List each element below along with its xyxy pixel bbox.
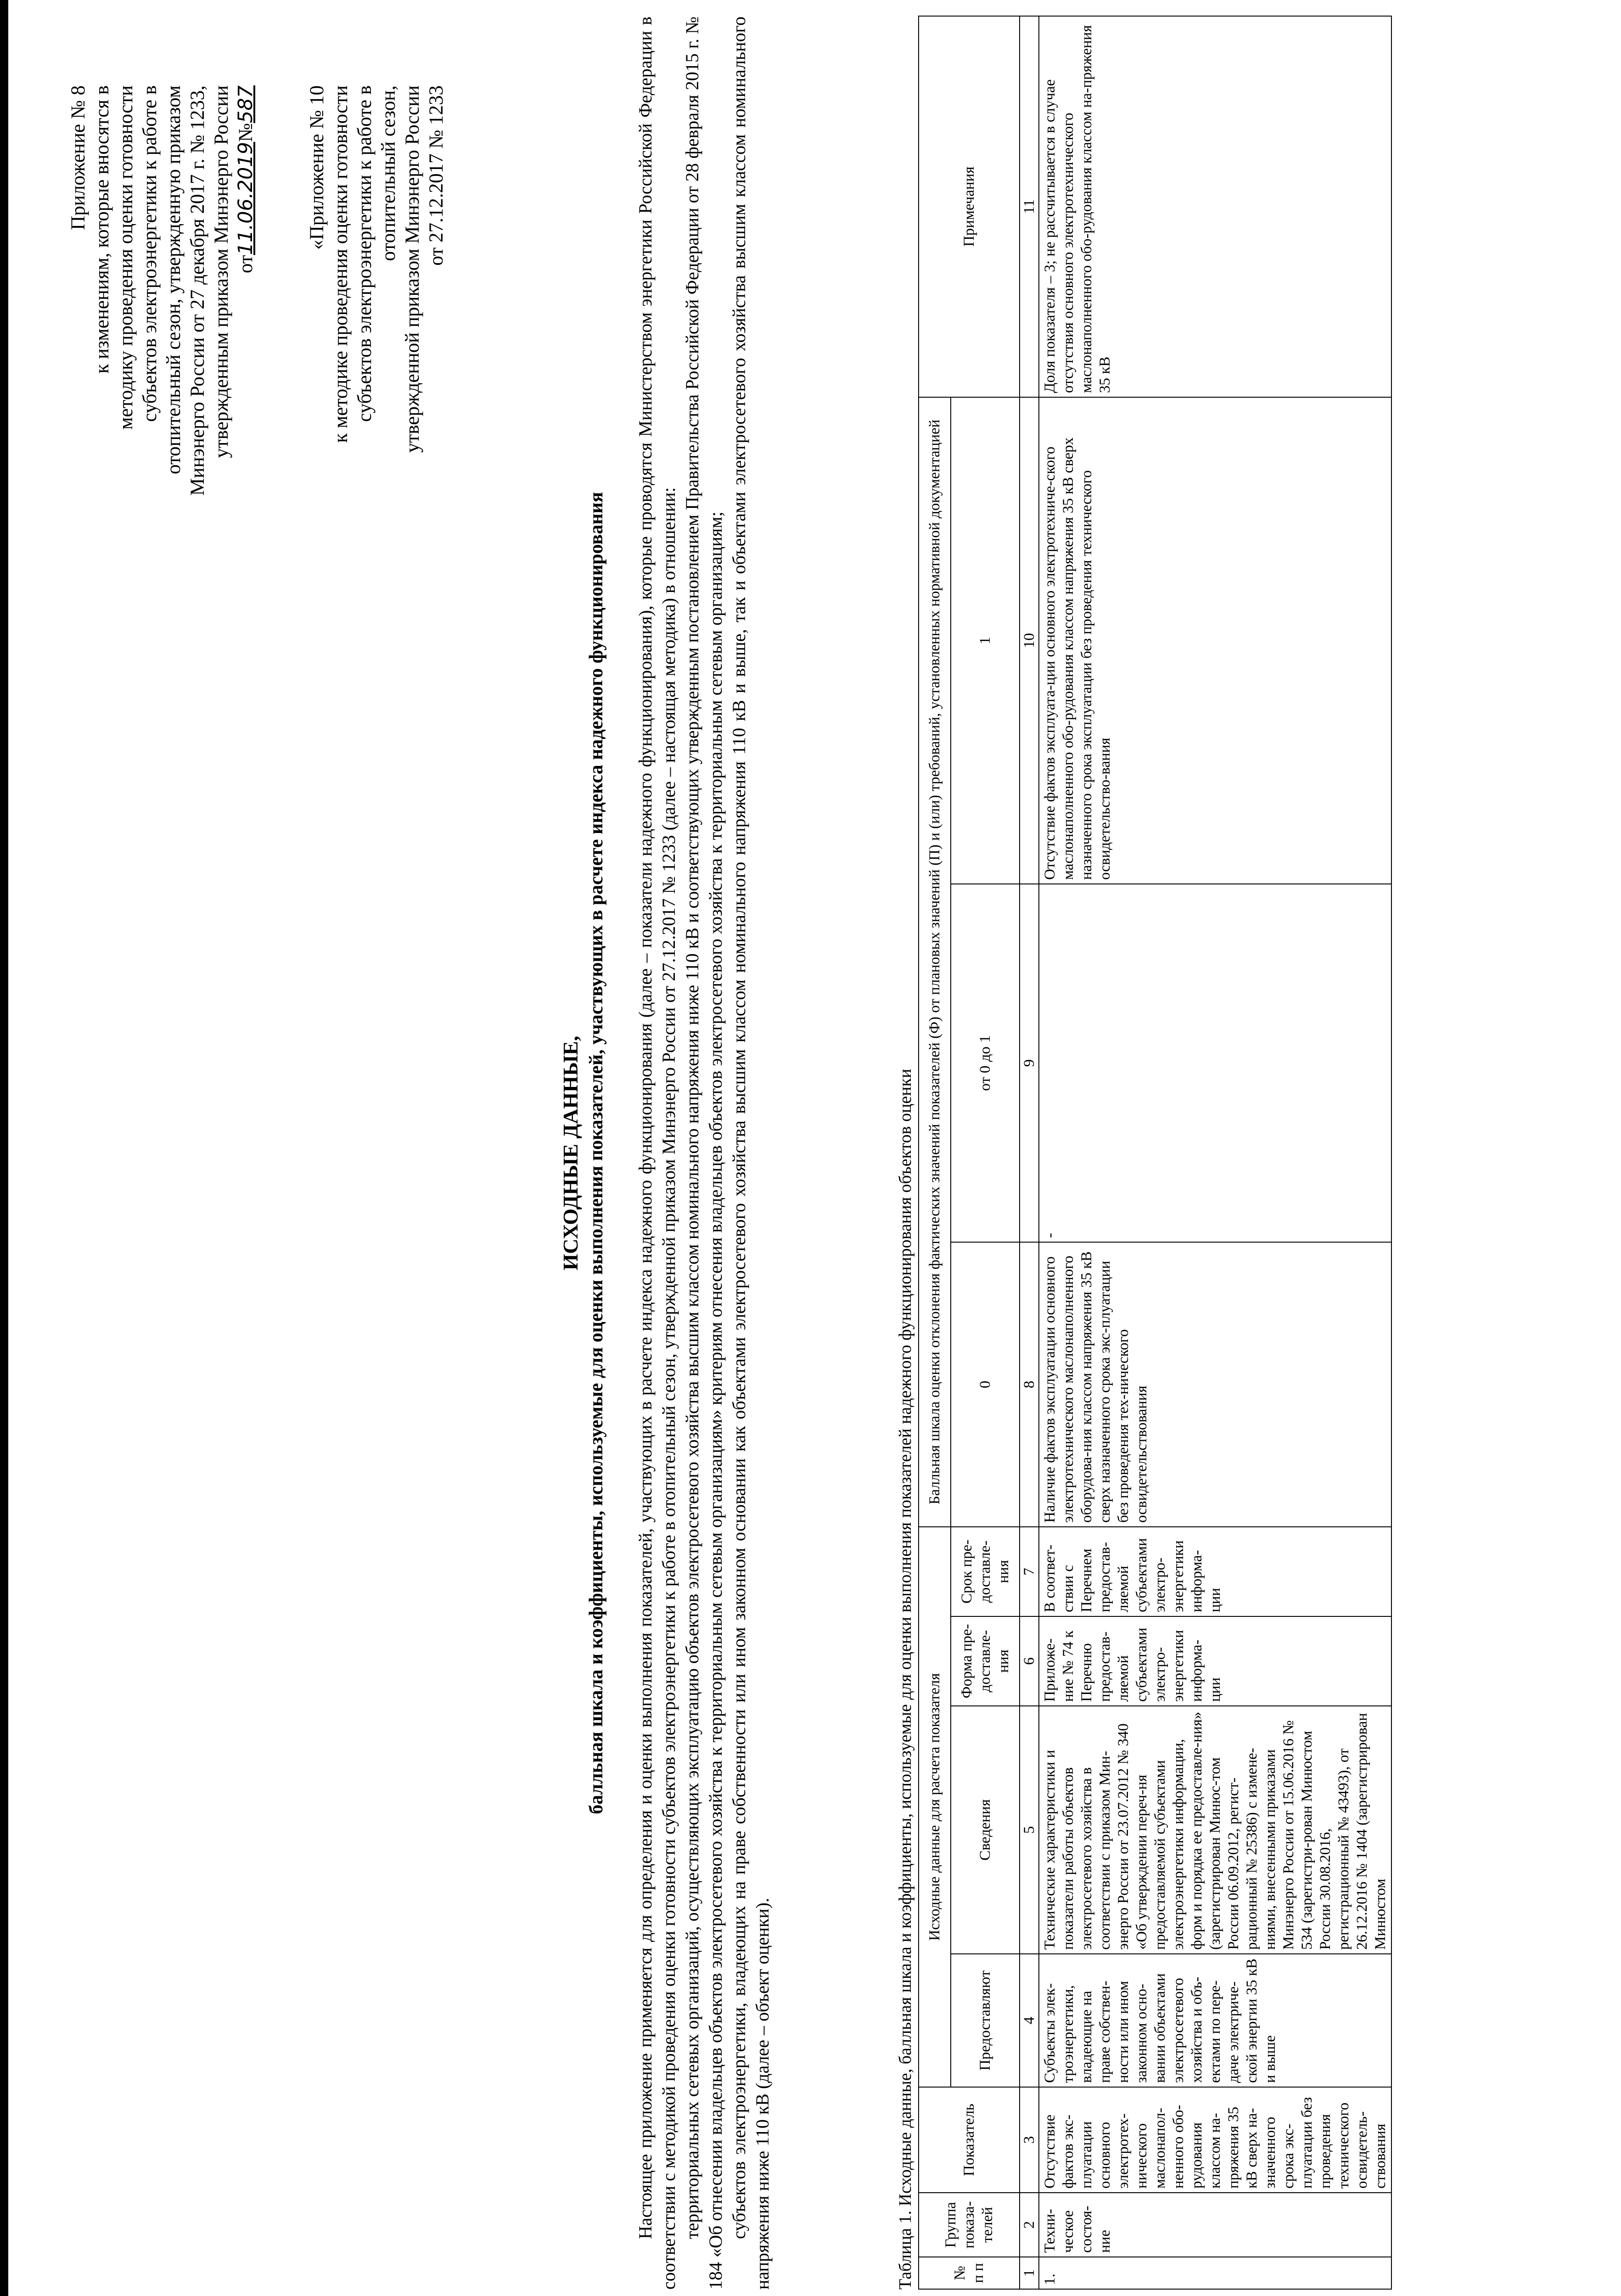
col-num: 9 xyxy=(1020,884,1039,1242)
header-info: Сведения xyxy=(951,1706,1020,1954)
header-score-0: 0 xyxy=(951,1242,1020,1527)
appendix-8-line: Приложение № 8 xyxy=(67,85,89,230)
appendix-8-line: утвержденным приказом Минэнерго России xyxy=(211,85,232,458)
intro-paragraph-2: территориальных сетевых организаций, осуществляющих эксплуатацию объектов электросетевого хозяйства высшим классом номинального напряжения ниже 110 кВ и соответствующих утвержденным постановлением Правительства Российской Федерации от 28 февраля 2015 г. № 184 «Об отнесении владельцев объектов электросетевого хозяйства к территориальным сетевым организациям» критериям отнесения владельцев объектов электросетевого хозяйства к территориальным сетевым организациям; xyxy=(682,17,726,2290)
col-num: 7 xyxy=(1020,1527,1039,1616)
cell-score-0-1: - xyxy=(1039,884,1391,1242)
intro-text xyxy=(634,17,774,2290)
indicators-table xyxy=(918,16,1392,2290)
column-number-row xyxy=(1020,16,1039,2289)
appendix-10-line: субъектов электроэнергетики к работе в xyxy=(354,85,376,422)
appendix-8-line: к изменениям, которые вносятся в xyxy=(91,85,113,374)
appendix-10-line: от 27.12.2017 № 1233 xyxy=(426,85,447,266)
cell-provide: Субъекты элек-троэнергетики, владеющие на праве собствен-ности или ином законном осно-вании объектами электросетевого хозяйства и объ-ектами по пере-даче электриче-ской энергии 35 кВ и выше xyxy=(1039,1954,1391,2087)
col-num: 5 xyxy=(1020,1706,1039,1954)
appendix-10-line: «Приложение № 10 xyxy=(306,85,328,250)
header-provide: Предоставляют xyxy=(951,1954,1020,2087)
col-num: 4 xyxy=(1020,1954,1039,2087)
order-prefix: от xyxy=(235,255,257,274)
document-title xyxy=(558,17,609,2290)
header-term: Срок пре-доставле-ния xyxy=(951,1527,1020,1616)
appendix-10-line: к методике проведения оценки готовности xyxy=(330,85,352,443)
col-num: 10 xyxy=(1020,397,1039,884)
title-main: ИСХОДНЫЕ ДАННЫЕ, xyxy=(559,1035,582,1271)
appendix-8-line: методику проведения оценки готовности xyxy=(115,85,137,430)
appendix-10-line: утвержденной приказом Минэнерго России xyxy=(402,85,423,453)
cell-num: 1. xyxy=(1039,2257,1391,2289)
order-number-prefix: № xyxy=(235,123,257,142)
title-sub: балльная шкала и коэффициенты, используемые для оценки выполнения показателей, участвующих в расчете индекса надежного функционирования xyxy=(586,492,607,1814)
appendix-10-line: отопительный сезон, xyxy=(378,85,399,261)
header-score-0-1: от 0 до 1 xyxy=(951,884,1020,1242)
table-row xyxy=(1039,16,1391,2289)
header-scale: Балльная шкала оценки отклонения фактических значений показателей (Ф) от плановых значений (П) и (или) требований, установленных нормативной документацией xyxy=(919,397,951,1527)
header-num: № п п xyxy=(919,2257,1020,2289)
handwritten-date: 11.06.2019 xyxy=(234,142,257,255)
appendix-8-line-order xyxy=(234,85,258,802)
col-num: 11 xyxy=(1020,16,1039,397)
cell-form: Приложе-ние № 74 к Перечню предостав-ляемой субъектами электро-энергетики информа-ции xyxy=(1039,1616,1391,1706)
intro-paragraph-3: субъектов электроэнергетики, владеющих на праве собственности или ином законном основании как объектами электросетевого хозяйства высшим классом номинального напряжения 110 кВ и выше, так и объектами электросетевого хозяйства высшим классом номинального напряжения ниже 110 кВ (далее – объект оценки). xyxy=(729,17,773,2290)
col-num: 3 xyxy=(1020,2087,1039,2193)
col-num: 2 xyxy=(1020,2193,1039,2257)
col-num: 8 xyxy=(1020,1242,1039,1527)
cell-indicator: Отсутствие фактов экс-плуатации основного электротех-нического маслонапол-ненного обо-рудования классом на-пряжения 35 кВ сверх на-значенного срока экс-плуатации без проведения технического освидетель-ствования xyxy=(1039,2087,1391,2193)
intro-paragraph-1: Настоящее приложение применяется для определения и оценки выполнения показателей, участвующих в расчете индекса надежного функционирования (далее – показатели надежного функционирования), которые проводятся Министерством энергетики Российской Федерации в соответствии с методикой проведения оценки готовности субъектов электроэнергетики к работе в отопительный сезон, утвержденной приказом Минэнерго России от 27.12.2017 № 1233 (далее – настоящая методика) в отношении: xyxy=(635,17,679,2290)
header-indicator: Показатель xyxy=(919,2087,1020,2193)
header-form: Форма пре-доставле-ния xyxy=(951,1616,1020,1706)
col-num: 6 xyxy=(1020,1616,1039,1706)
appendix-8-line: отопительный сезон, утвержденную приказом xyxy=(163,85,185,474)
table-caption: Таблица 1. Исходные данные, балльная шкала и коэффициенты, используемые для оценки выполнения показателей надежного функционирования объектов оценки xyxy=(896,1069,915,2290)
cell-score-0: Наличие фактов эксплуатации основного электротехнического маслонаполненного оборудова-ния классом напряжения 35 кВ сверх назначенного срока экс-плуатации без проведения тех-нического освидетельствования xyxy=(1039,1242,1391,1527)
cell-score-1: Отсутствие фактов эксплуата-ции основного электротехниче-ского маслонаполненного обо-рудования классом напряжения 35 кВ сверх назначенного срока эксплуатации без проведения технического освидетельство-вания xyxy=(1039,397,1391,884)
header-group: Группа показа-телей xyxy=(919,2193,1020,2257)
cell-info: Технические характеристики и показатели работы объектов электросетевого хозяйства в соответствии с приказом Мин-энерго России от 23.07.2012 № 340 «Об утверждении переч-ня предоставляемой субъектами электроэнергетики информации, форм и порядка ее предоставле-ния» (зарегистрирован Минюс-том России 06.09.2012, регист-рационный № 25386) с измене-ниями, внесенными приказами Минэнерго России от 15.06.2016 № 534 (зарегистри-рован Минюстом России 30.08.2016, регистрационный № 43493), от 26.12.2016 № 1404 (зарегистрирован Минюстом xyxy=(1039,1706,1391,1954)
header-notes: Примечания xyxy=(919,16,1020,397)
cell-notes: Доля показателя – 3; не рассчитывается в случае отсутствия основного электротехнического маслонаполненного обо-рудования классом на-пряжения 35 кВ xyxy=(1039,16,1391,397)
appendix-8-line: Минэнерго России от 27 декабря 2017 г. № 1233, xyxy=(187,85,208,496)
header-score-1: 1 xyxy=(951,397,1020,884)
appendix-8-header xyxy=(67,85,258,802)
header-source-data: Исходные данные для расчета показателя xyxy=(919,1527,951,2087)
handwritten-number: 587 xyxy=(234,85,257,124)
cell-group: Техни-ческое состоя-ние xyxy=(1039,2193,1391,2257)
appendix-8-line: субъектов электроэнергетики к работе в xyxy=(139,85,161,422)
col-num: 1 xyxy=(1020,2257,1039,2289)
cell-term: В соответ-ствии с Перечнем предостав-ляемой субъектами электро-энергетики информа-ции xyxy=(1039,1527,1391,1616)
appendix-10-header xyxy=(305,85,449,802)
